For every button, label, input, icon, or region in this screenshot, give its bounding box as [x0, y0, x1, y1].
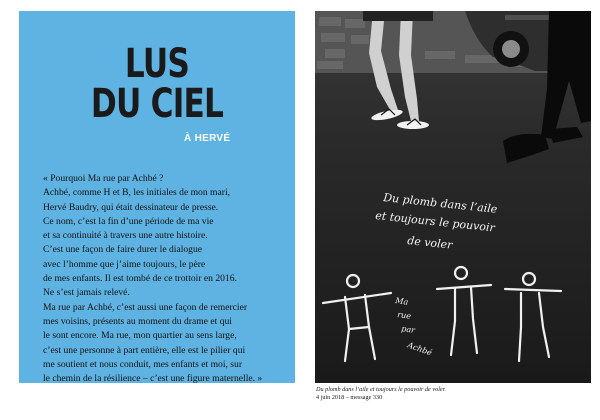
- chalk-line: Du plomb dans l’aile: [382, 191, 498, 216]
- body-line: Ma rue par Achbé, c’est aussi une façon de remercier: [43, 301, 248, 313]
- title-line-2: DU CIEL: [90, 81, 224, 127]
- dedication: À HERVÉ: [184, 133, 231, 144]
- body-line: c’est une personne à part entière, elle est le pilier qui: [43, 344, 246, 356]
- body-line: avec l’homme que j’aime toujours, le père: [43, 258, 206, 270]
- body-line: Ne s’est jamais relevé.: [43, 287, 130, 299]
- signature-line: rue: [396, 310, 412, 321]
- chalk-line: de voler: [406, 234, 453, 252]
- street-photo: [315, 11, 591, 383]
- chalk-line: et toujours le pouvoir: [374, 209, 496, 235]
- body-line: C’est une façon de faire durer le dialogue: [43, 244, 203, 256]
- body-text: [43, 172, 291, 386]
- caption-line-1: Du plomb dans l’aile et toujours le pouvoir de voler.: [316, 386, 446, 393]
- right-page: [315, 11, 591, 383]
- body-line: de mes enfants. Il est tombé de ce trottoir en 2016.: [43, 273, 237, 285]
- caption-line-2: 4 juin 2018 – message 330: [316, 394, 383, 401]
- body-line: « Pourquoi Ma rue par Achbé ?: [43, 173, 164, 184]
- body-line: le sont encore. Ma rue, mon quartier au sens large,: [43, 330, 237, 342]
- signature-line: par: [400, 324, 416, 335]
- photo-caption: [316, 386, 596, 402]
- body-line: et sa continuité à travers une autre histoire.: [43, 230, 208, 242]
- left-page: [19, 11, 295, 383]
- signature-line: Achbé: [406, 340, 434, 358]
- body-line: le chemin de la résilience – c’est une figure maternelle. »: [43, 373, 263, 385]
- page-title: [49, 41, 264, 127]
- body-line: Ce nom, c’est la fin d’une période de ma vie: [43, 215, 214, 227]
- body-line: Hervé Baudry, qui était dessinateur de presse.: [43, 201, 219, 213]
- body-line: mes voisins, présents au moment du drame et qui: [43, 315, 232, 327]
- signature-line: Ma: [394, 296, 409, 307]
- body-line: me soutient et nous conduit, mes enfants et moi, sur: [43, 358, 243, 370]
- title-line-1: LUS: [124, 41, 190, 87]
- body-line: Achbé, comme H et B, les initiales de mon mari,: [43, 187, 231, 199]
